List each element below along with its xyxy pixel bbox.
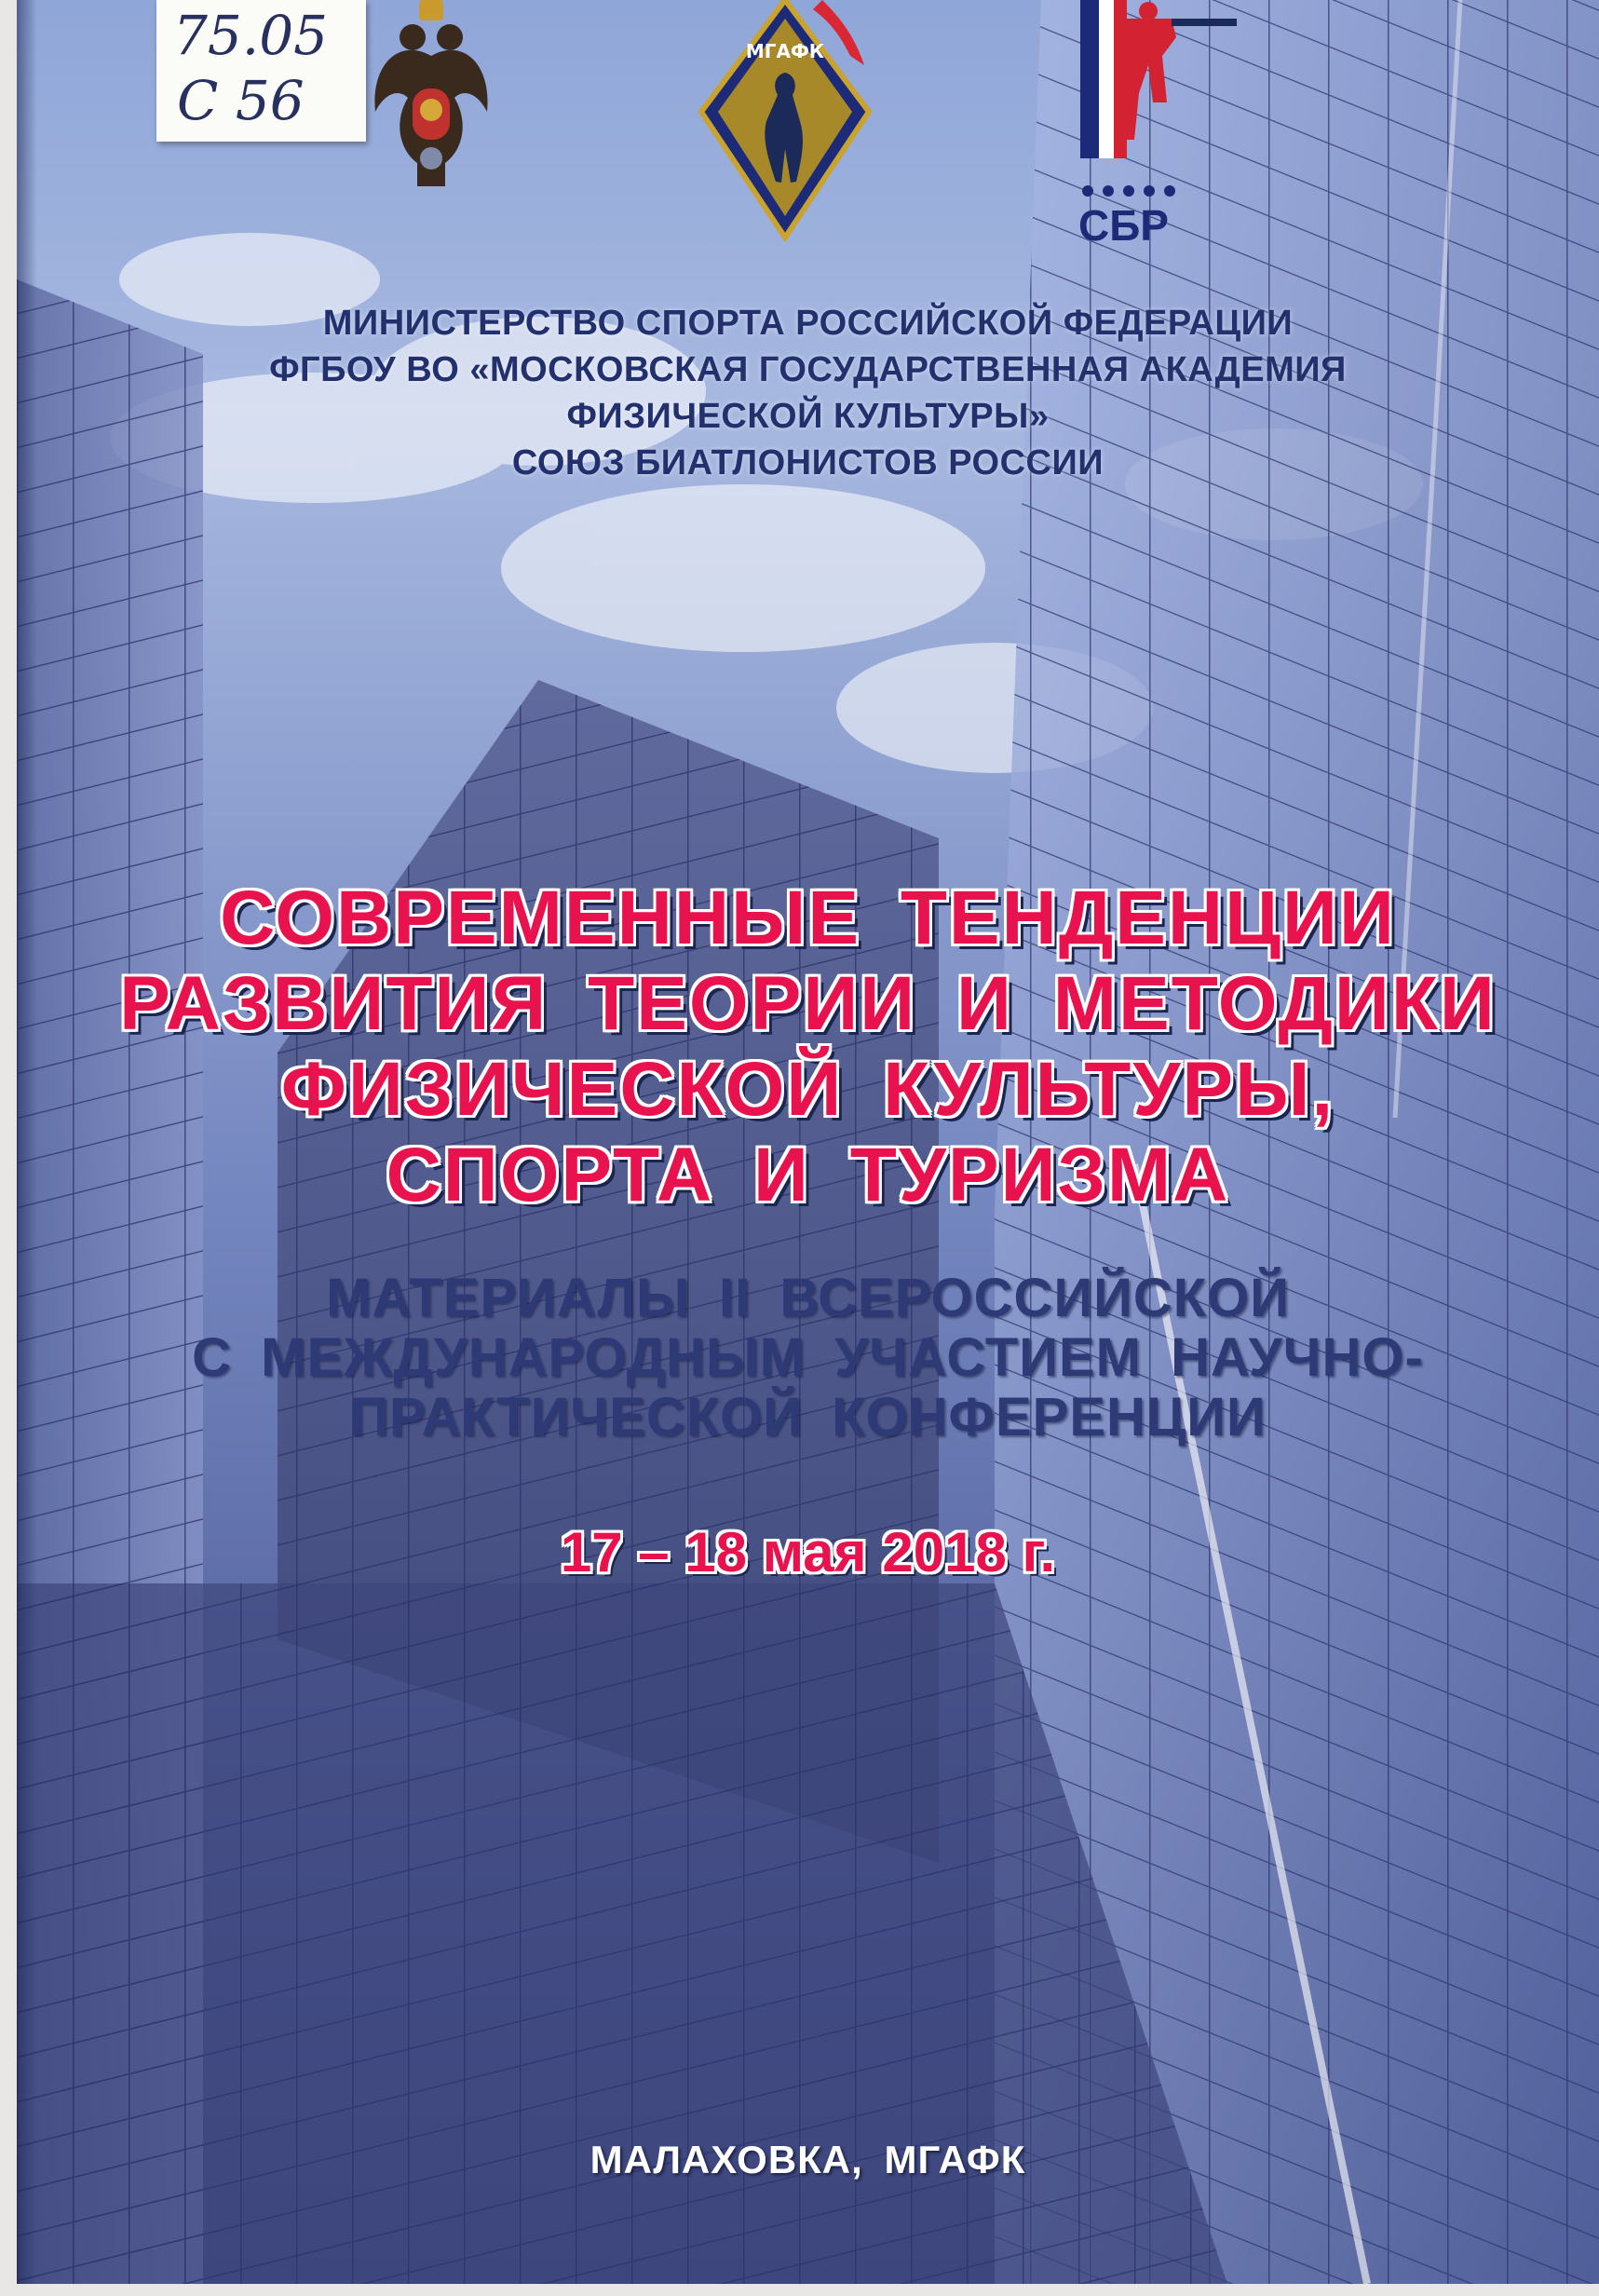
publisher-line: СОЮЗ БИАТЛОНИСТОВ РОССИИ <box>511 443 1104 482</box>
subtitle-line: ПРАКТИЧЕСКОЙ КОНФЕРЕНЦИИ <box>349 1387 1267 1447</box>
double-headed-eagle-emblem-icon <box>361 0 501 210</box>
title-line: СПОРТА И ТУРИЗМА <box>386 1133 1230 1217</box>
publisher-line: МИНИСТЕРСТВО СПОРТА РОССИЙСКОЙ ФЕДЕРАЦИИ <box>322 304 1294 343</box>
publisher-imprint: МАЛАХОВКА, МГАФК <box>589 2138 1026 2181</box>
union-logo-text: СБР <box>1078 201 1169 250</box>
title-line: СОВРЕМЕННЫЕ ТЕНДЕНЦИИ <box>220 876 1396 960</box>
publisher-line: ФИЗИЧЕСКОЙ КУЛЬТУРЫ» <box>566 397 1050 436</box>
title-line: ФИЗИЧЕСКОЙ КУЛЬТУРЫ, <box>280 1047 1335 1132</box>
shelfmark-line-2: С 56 <box>177 69 305 132</box>
book-cover <box>17 0 1599 2284</box>
conference-date: 17 – 18 мая 2018 г. <box>560 1521 1056 1583</box>
title-line: РАЗВИТИЯ ТЕОРИИ И МЕТОДИКИ <box>119 961 1497 1046</box>
library-shelfmark-sticker <box>156 0 366 142</box>
biathlete-shooter-icon <box>1060 0 1246 256</box>
publisher-block <box>17 300 1599 486</box>
book-title <box>17 876 1599 1218</box>
publisher-line: ФГБОУ ВО «МОСКОВСКАЯ ГОСУДАРСТВЕННАЯ АКАДЕМИЯ <box>269 350 1347 389</box>
subtitle-line: С МЕЖДУНАРОДНЫМ УЧАСТИЕМ НАУЧНО- <box>192 1327 1424 1388</box>
book-subtitle <box>17 1269 1599 1447</box>
mgafk-diamond-emblem-icon <box>692 0 878 242</box>
subtitle-line: МАТЕРИАЛЫ II ВСЕРОССИЙСКОЙ <box>326 1268 1290 1328</box>
academy-logo-text: МГАФК <box>745 40 825 62</box>
shelfmark-line-1: 75.05 <box>173 4 329 67</box>
